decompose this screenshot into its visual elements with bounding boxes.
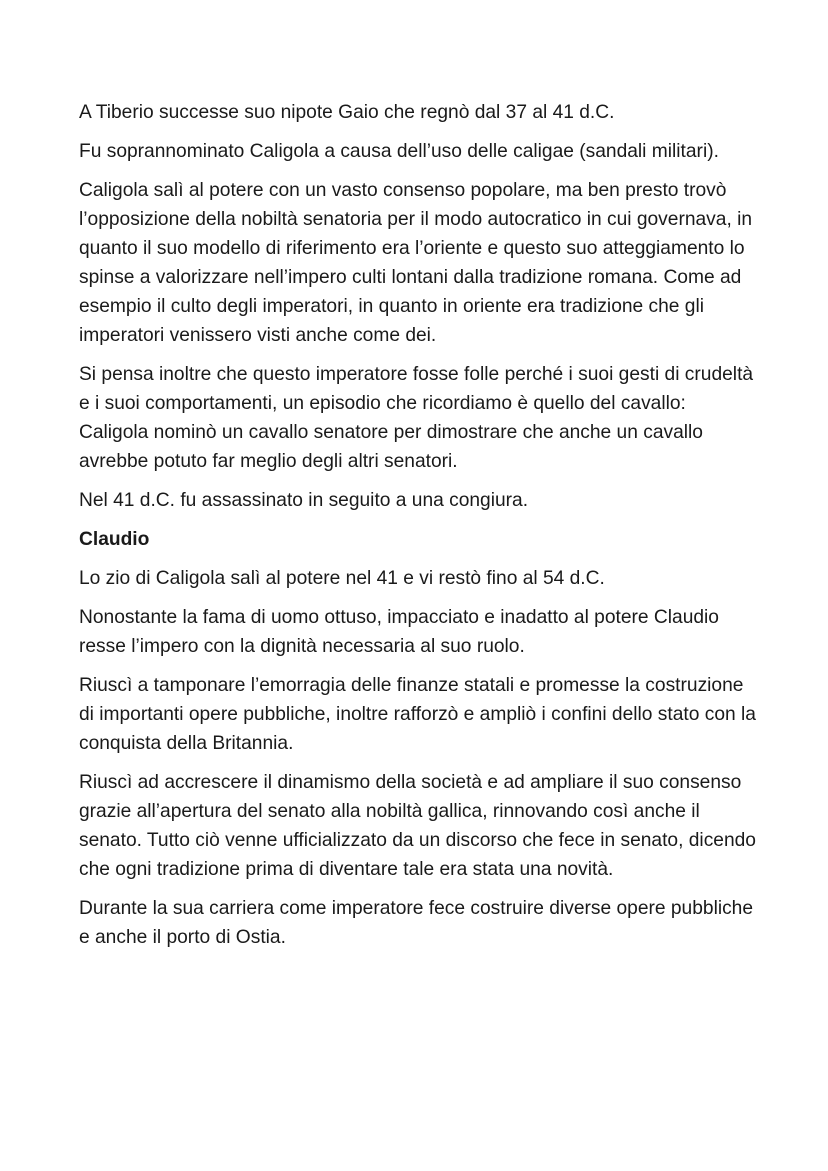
paragraph-claudio-reputation: Nonostante la fama di uomo ottuso, impacciato e inadatto al potere Claudio resse l’impero con la dignità necessaria al suo ruolo. bbox=[79, 607, 719, 657]
section-heading-claudio: Claudio bbox=[79, 529, 150, 550]
paragraph-claudio-works: Durante la sua carriera come imperatore fece costruire diverse opere pubbliche e anche il porto di Ostia. bbox=[79, 898, 754, 948]
paragraph-claudio-senate: Riuscì ad accrescere il dinamismo della società e ad ampliare il suo consenso grazie all’apertura del senato alla nobiltà gallica, rinnovando così anche il senato. Tutto ciò venne ufficializzato da un discorso che fece in senato, dicendo che ogni tradizione prima di diventare tale era stata una novità. bbox=[79, 772, 756, 880]
paragraph-caligola-madness: Si pensa inoltre che questo imperatore fosse folle perché i suoi gesti di crudeltà e i suoi comportamenti, un episodio che ricordiamo è quello del cavallo: Caligola nominò un cavallo senatore per dimostrare che anche un cavallo avrebbe potuto far meglio degli altri senatori. bbox=[79, 364, 754, 472]
paragraph-claudio-finances: Riuscì a tamponare l’emorragia delle finanze statali e promesse la costruzione di importanti opere pubbliche, inoltre rafforzò e ampliò i confini dello stato con la conquista della Britannia. bbox=[79, 675, 756, 754]
paragraph-caligola-death: Nel 41 d.C. fu assassinato in seguito a una congiura. bbox=[79, 490, 529, 511]
paragraph-caligola-power: Caligola salì al potere con un vasto consenso popolare, ma ben presto trovò l’opposizione della nobiltà senatoria per il modo autocratico in cui governava, in quanto il suo modello di riferimento era l’oriente e questo suo atteggiamento lo spinse a valorizzare nell’impero culti lontani dalla tradizione romana. Come ad esempio il culto degli imperatori, in quanto in oriente era tradizione che gli imperatori venissero visti anche come dei. bbox=[79, 180, 753, 346]
document-page bbox=[79, 98, 759, 962]
paragraph-tiberio-successor: A Tiberio successe suo nipote Gaio che regnò dal 37 al 41 d.C. bbox=[79, 102, 615, 123]
paragraph-caligola-nickname: Fu soprannominato Caligola a causa dell’uso delle caligae (sandali militari). bbox=[79, 141, 719, 162]
paragraph-claudio-reign: Lo zio di Caligola salì al potere nel 41 e vi restò fino al 54 d.C. bbox=[79, 568, 605, 589]
